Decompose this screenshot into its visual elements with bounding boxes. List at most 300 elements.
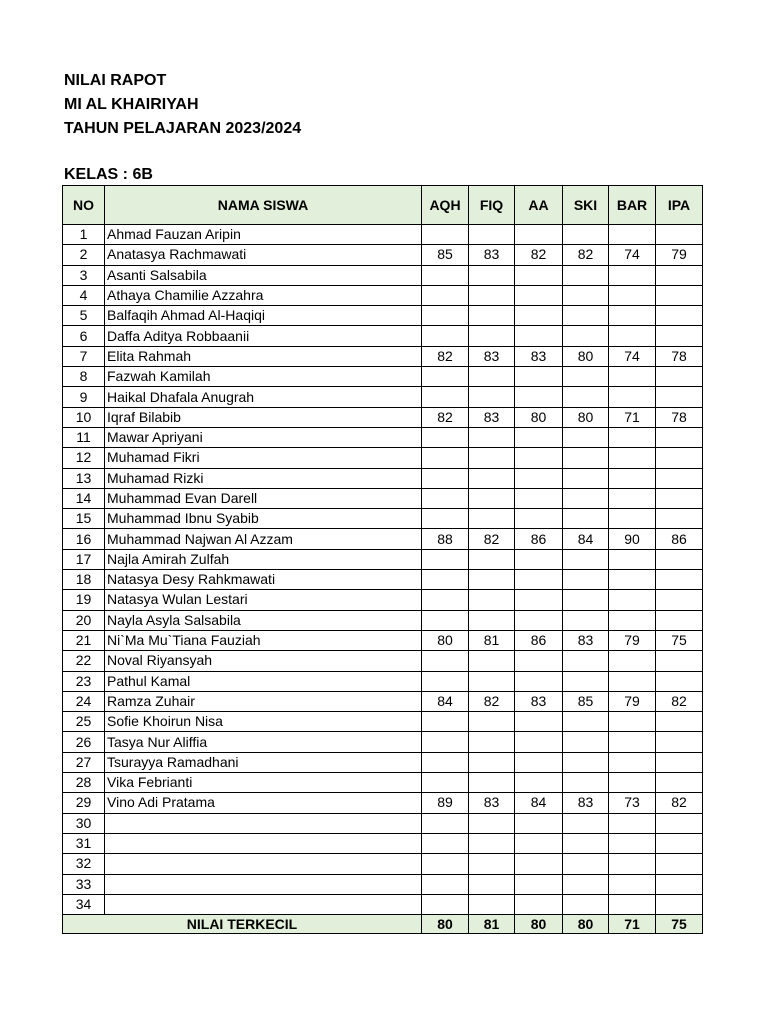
row-number: 33 xyxy=(63,874,105,894)
grade-ski xyxy=(563,549,609,569)
row-number: 16 xyxy=(63,529,105,549)
grade-bar xyxy=(609,306,656,326)
grade-aa xyxy=(515,732,563,752)
table-row xyxy=(63,854,703,874)
grade-aqh xyxy=(422,732,469,752)
summary-value: 71 xyxy=(609,915,656,934)
student-name: Natasya Wulan Lestari xyxy=(105,590,422,610)
grade-bar: 71 xyxy=(609,407,656,427)
grade-aa: 86 xyxy=(515,529,563,549)
row-number: 12 xyxy=(63,448,105,468)
col-header-no: NO xyxy=(63,186,105,225)
grade-fiq: 83 xyxy=(469,407,515,427)
grade-aqh xyxy=(422,306,469,326)
grade-ipa xyxy=(656,367,703,387)
grade-bar xyxy=(609,773,656,793)
grade-aqh xyxy=(422,651,469,671)
grade-ipa: 75 xyxy=(656,630,703,650)
col-header-aa: AA xyxy=(515,186,563,225)
grade-ski xyxy=(563,712,609,732)
student-name: Muhamad Fikri xyxy=(105,448,422,468)
student-name: Muhammad Evan Darell xyxy=(105,488,422,508)
grade-ipa: 82 xyxy=(656,793,703,813)
grade-bar xyxy=(609,225,656,245)
student-name xyxy=(105,813,422,833)
grade-aqh xyxy=(422,427,469,447)
grade-aa: 80 xyxy=(515,407,563,427)
grade-ipa xyxy=(656,854,703,874)
grade-aa: 83 xyxy=(515,691,563,711)
grade-fiq xyxy=(469,671,515,691)
grade-aqh xyxy=(422,448,469,468)
grade-aa xyxy=(515,427,563,447)
row-number: 13 xyxy=(63,468,105,488)
grade-aa xyxy=(515,468,563,488)
row-number: 5 xyxy=(63,306,105,326)
grade-fiq: 81 xyxy=(469,630,515,650)
grade-aa: 84 xyxy=(515,793,563,813)
grade-ski xyxy=(563,488,609,508)
grade-aa xyxy=(515,671,563,691)
grade-ski xyxy=(563,854,609,874)
table-row xyxy=(63,225,703,245)
student-name: Ramza Zuhair xyxy=(105,691,422,711)
col-header-ski: SKI xyxy=(563,186,609,225)
table-row xyxy=(63,712,703,732)
table-row xyxy=(63,265,703,285)
grade-ipa: 78 xyxy=(656,407,703,427)
grade-bar xyxy=(609,468,656,488)
row-number: 30 xyxy=(63,813,105,833)
student-name: Iqraf Bilabib xyxy=(105,407,422,427)
grade-bar xyxy=(609,387,656,407)
grade-bar xyxy=(609,285,656,305)
row-number: 8 xyxy=(63,367,105,387)
grade-ipa xyxy=(656,427,703,447)
student-name: Haikal Dhafala Anugrah xyxy=(105,387,422,407)
grade-aa xyxy=(515,610,563,630)
grade-aqh xyxy=(422,773,469,793)
table-row xyxy=(63,529,703,549)
grade-fiq xyxy=(469,813,515,833)
grade-ski xyxy=(563,306,609,326)
grade-ski xyxy=(563,894,609,914)
grade-aqh xyxy=(422,854,469,874)
grade-ipa xyxy=(656,509,703,529)
grade-ski xyxy=(563,590,609,610)
student-name: Muhammad Ibnu Syabib xyxy=(105,509,422,529)
student-name: Vino Adi Pratama xyxy=(105,793,422,813)
grade-ski xyxy=(563,367,609,387)
table-row xyxy=(63,651,703,671)
grade-aa xyxy=(515,285,563,305)
table-row xyxy=(63,427,703,447)
grade-aa xyxy=(515,488,563,508)
grade-bar xyxy=(609,752,656,772)
row-number: 2 xyxy=(63,245,105,265)
col-header-name: NAMA SISWA xyxy=(105,186,422,225)
grade-ski xyxy=(563,468,609,488)
grade-ipa xyxy=(656,813,703,833)
grade-ski: 82 xyxy=(563,245,609,265)
table-row xyxy=(63,509,703,529)
grade-ipa xyxy=(656,712,703,732)
table-row xyxy=(63,752,703,772)
grade-aqh: 82 xyxy=(422,407,469,427)
grade-aqh xyxy=(422,387,469,407)
col-header-aqh: AQH xyxy=(422,186,469,225)
row-number: 17 xyxy=(63,549,105,569)
summary-value: 80 xyxy=(422,915,469,934)
row-number: 23 xyxy=(63,671,105,691)
grade-ipa xyxy=(656,651,703,671)
grade-bar xyxy=(609,854,656,874)
table-row xyxy=(63,306,703,326)
student-name: Ahmad Fauzan Aripin xyxy=(105,225,422,245)
grade-aqh xyxy=(422,752,469,772)
student-name: Noval Riyansyah xyxy=(105,651,422,671)
grade-aa xyxy=(515,549,563,569)
row-number: 9 xyxy=(63,387,105,407)
grade-aqh: 85 xyxy=(422,245,469,265)
grade-aa xyxy=(515,773,563,793)
grade-bar xyxy=(609,590,656,610)
grade-bar xyxy=(609,570,656,590)
grade-fiq xyxy=(469,590,515,610)
grade-fiq xyxy=(469,894,515,914)
grade-ski xyxy=(563,610,609,630)
row-number: 11 xyxy=(63,427,105,447)
student-name: Pathul Kamal xyxy=(105,671,422,691)
grade-aa xyxy=(515,813,563,833)
table-row xyxy=(63,732,703,752)
grade-fiq xyxy=(469,488,515,508)
grade-bar xyxy=(609,712,656,732)
grade-ski xyxy=(563,833,609,853)
summary-value: 80 xyxy=(563,915,609,934)
student-name: Muhamad Rizki xyxy=(105,468,422,488)
table-row xyxy=(63,894,703,914)
grade-fiq: 83 xyxy=(469,245,515,265)
grade-aa xyxy=(515,590,563,610)
class-label: KELAS : 6B xyxy=(64,166,153,183)
grade-ski: 80 xyxy=(563,407,609,427)
row-number: 1 xyxy=(63,225,105,245)
row-number: 25 xyxy=(63,712,105,732)
grade-ipa: 82 xyxy=(656,691,703,711)
row-number: 14 xyxy=(63,488,105,508)
student-name: Ni`Ma Mu`Tiana Fauziah xyxy=(105,630,422,650)
table-row xyxy=(63,610,703,630)
table-row xyxy=(63,570,703,590)
grade-ipa xyxy=(656,285,703,305)
grade-fiq: 83 xyxy=(469,346,515,366)
grade-fiq xyxy=(469,285,515,305)
student-name: Asanti Salsabila xyxy=(105,265,422,285)
grade-bar xyxy=(609,427,656,447)
academic-year: TAHUN PELAJARAN 2023/2024 xyxy=(64,120,302,137)
grade-bar: 73 xyxy=(609,793,656,813)
grade-fiq xyxy=(469,712,515,732)
grade-aqh: 84 xyxy=(422,691,469,711)
grade-bar: 90 xyxy=(609,529,656,549)
student-name: Anatasya Rachmawati xyxy=(105,245,422,265)
grade-aa xyxy=(515,752,563,772)
grade-ski: 85 xyxy=(563,691,609,711)
grade-ski xyxy=(563,732,609,752)
student-name: Vika Febrianti xyxy=(105,773,422,793)
grade-fiq xyxy=(469,854,515,874)
grade-aa: 86 xyxy=(515,630,563,650)
grade-aa xyxy=(515,894,563,914)
report-title: NILAI RAPOT xyxy=(64,72,167,89)
grade-ipa xyxy=(656,265,703,285)
grade-fiq xyxy=(469,570,515,590)
student-name xyxy=(105,833,422,853)
grade-aa xyxy=(515,712,563,732)
summary-value: 75 xyxy=(656,915,703,934)
grade-fiq xyxy=(469,651,515,671)
row-number: 31 xyxy=(63,833,105,853)
student-name: Athaya Chamilie Azzahra xyxy=(105,285,422,305)
grade-aa xyxy=(515,854,563,874)
table-row xyxy=(63,387,703,407)
grade-ski: 83 xyxy=(563,793,609,813)
student-name: Fazwah Kamilah xyxy=(105,367,422,387)
grade-ipa xyxy=(656,874,703,894)
grade-ski xyxy=(563,671,609,691)
grade-aa xyxy=(515,306,563,326)
row-number: 28 xyxy=(63,773,105,793)
grade-ski xyxy=(563,265,609,285)
summary-value: 81 xyxy=(469,915,515,934)
row-number: 20 xyxy=(63,610,105,630)
table-row xyxy=(63,285,703,305)
grade-fiq xyxy=(469,306,515,326)
grade-ipa xyxy=(656,488,703,508)
grade-ski xyxy=(563,225,609,245)
grade-fiq xyxy=(469,225,515,245)
grade-aqh xyxy=(422,894,469,914)
grade-ipa xyxy=(656,570,703,590)
grade-bar xyxy=(609,813,656,833)
grade-aqh xyxy=(422,488,469,508)
school-name: MI AL KHAIRIYAH xyxy=(64,96,199,113)
row-number: 4 xyxy=(63,285,105,305)
grade-ipa xyxy=(656,549,703,569)
grade-bar xyxy=(609,610,656,630)
grade-fiq xyxy=(469,509,515,529)
row-number: 21 xyxy=(63,630,105,650)
grade-aqh xyxy=(422,874,469,894)
grade-ipa xyxy=(656,590,703,610)
summary-row xyxy=(63,915,703,934)
grade-aa xyxy=(515,570,563,590)
grade-ski xyxy=(563,427,609,447)
col-header-ipa: IPA xyxy=(656,186,703,225)
grade-bar xyxy=(609,448,656,468)
grade-aa xyxy=(515,874,563,894)
grade-ski: 80 xyxy=(563,346,609,366)
row-number: 6 xyxy=(63,326,105,346)
grade-ipa xyxy=(656,752,703,772)
student-name: Balfaqih Ahmad Al-Haqiqi xyxy=(105,306,422,326)
summary-value: 80 xyxy=(515,915,563,934)
grade-ipa xyxy=(656,732,703,752)
table-row xyxy=(63,367,703,387)
grade-fiq xyxy=(469,833,515,853)
grade-ipa xyxy=(656,671,703,691)
grade-aqh xyxy=(422,610,469,630)
table-row xyxy=(63,813,703,833)
grade-bar xyxy=(609,671,656,691)
grade-aqh: 89 xyxy=(422,793,469,813)
grade-aqh xyxy=(422,549,469,569)
grade-ski xyxy=(563,387,609,407)
table-row xyxy=(63,407,703,427)
grade-aqh xyxy=(422,265,469,285)
table-row xyxy=(63,468,703,488)
grade-bar xyxy=(609,488,656,508)
table-row xyxy=(63,549,703,569)
grade-ipa: 79 xyxy=(656,245,703,265)
table-row xyxy=(63,630,703,650)
grade-ipa xyxy=(656,306,703,326)
row-number: 10 xyxy=(63,407,105,427)
grade-bar xyxy=(609,265,656,285)
grade-ski xyxy=(563,651,609,671)
grade-fiq xyxy=(469,468,515,488)
grade-ski: 83 xyxy=(563,630,609,650)
grade-aqh xyxy=(422,367,469,387)
grade-fiq xyxy=(469,367,515,387)
grade-aa xyxy=(515,509,563,529)
table-row xyxy=(63,773,703,793)
grade-aqh xyxy=(422,712,469,732)
grade-ipa xyxy=(656,773,703,793)
grade-aa xyxy=(515,651,563,671)
table-row xyxy=(63,346,703,366)
student-name xyxy=(105,894,422,914)
student-name: Muhammad Najwan Al Azzam xyxy=(105,529,422,549)
student-name: Tasya Nur Aliffia xyxy=(105,732,422,752)
grade-aa: 82 xyxy=(515,245,563,265)
grade-fiq xyxy=(469,549,515,569)
grade-aqh xyxy=(422,326,469,346)
table-row xyxy=(63,448,703,468)
grade-aqh xyxy=(422,225,469,245)
table-row xyxy=(63,245,703,265)
grade-ski xyxy=(563,285,609,305)
grade-ipa xyxy=(656,387,703,407)
grade-fiq xyxy=(469,752,515,772)
row-number: 29 xyxy=(63,793,105,813)
grade-bar xyxy=(609,732,656,752)
grade-bar xyxy=(609,874,656,894)
grade-aa xyxy=(515,367,563,387)
grade-ipa xyxy=(656,894,703,914)
grade-aqh xyxy=(422,285,469,305)
grade-ipa xyxy=(656,610,703,630)
grade-bar xyxy=(609,367,656,387)
row-number: 22 xyxy=(63,651,105,671)
grade-ipa: 86 xyxy=(656,529,703,549)
grade-fiq xyxy=(469,265,515,285)
grade-ski xyxy=(563,773,609,793)
table-row xyxy=(63,488,703,508)
grade-aa xyxy=(515,387,563,407)
grade-bar xyxy=(609,549,656,569)
table-row xyxy=(63,326,703,346)
row-number: 3 xyxy=(63,265,105,285)
grade-fiq xyxy=(469,874,515,894)
student-name: Daffa Aditya Robbaanii xyxy=(105,326,422,346)
grade-bar: 79 xyxy=(609,630,656,650)
table-row xyxy=(63,793,703,813)
student-name xyxy=(105,854,422,874)
grade-aqh xyxy=(422,671,469,691)
grade-aa xyxy=(515,448,563,468)
grade-aa xyxy=(515,833,563,853)
row-number: 7 xyxy=(63,346,105,366)
grade-fiq: 83 xyxy=(469,793,515,813)
grade-aqh: 80 xyxy=(422,630,469,650)
grades-table xyxy=(62,185,703,934)
grade-fiq xyxy=(469,387,515,407)
table-row xyxy=(63,833,703,853)
grade-aa xyxy=(515,326,563,346)
grade-ski xyxy=(563,874,609,894)
grade-ski: 84 xyxy=(563,529,609,549)
grade-aqh xyxy=(422,509,469,529)
student-name xyxy=(105,874,422,894)
grade-aqh xyxy=(422,468,469,488)
row-number: 19 xyxy=(63,590,105,610)
row-number: 24 xyxy=(63,691,105,711)
grade-aqh xyxy=(422,570,469,590)
grade-aqh xyxy=(422,833,469,853)
grade-aa: 83 xyxy=(515,346,563,366)
student-name: Najla Amirah Zulfah xyxy=(105,549,422,569)
student-name: Mawar Apriyani xyxy=(105,427,422,447)
grade-ski xyxy=(563,509,609,529)
row-number: 27 xyxy=(63,752,105,772)
row-number: 18 xyxy=(63,570,105,590)
table-row xyxy=(63,590,703,610)
grade-ipa xyxy=(656,448,703,468)
grade-ipa xyxy=(656,225,703,245)
student-name: Sofie Khoirun Nisa xyxy=(105,712,422,732)
row-number: 34 xyxy=(63,894,105,914)
row-number: 15 xyxy=(63,509,105,529)
grade-aqh: 88 xyxy=(422,529,469,549)
grade-ipa: 78 xyxy=(656,346,703,366)
table-header-row xyxy=(63,186,703,225)
grade-ipa xyxy=(656,326,703,346)
grade-ski xyxy=(563,570,609,590)
grade-bar xyxy=(609,894,656,914)
grade-ipa xyxy=(656,833,703,853)
grade-fiq: 82 xyxy=(469,691,515,711)
table-row xyxy=(63,874,703,894)
summary-label: NILAI TERKECIL xyxy=(63,915,422,934)
student-name: Nayla Asyla Salsabila xyxy=(105,610,422,630)
grade-aa xyxy=(515,265,563,285)
grade-aqh xyxy=(422,813,469,833)
grade-aqh xyxy=(422,590,469,610)
grade-fiq xyxy=(469,326,515,346)
grade-bar xyxy=(609,651,656,671)
